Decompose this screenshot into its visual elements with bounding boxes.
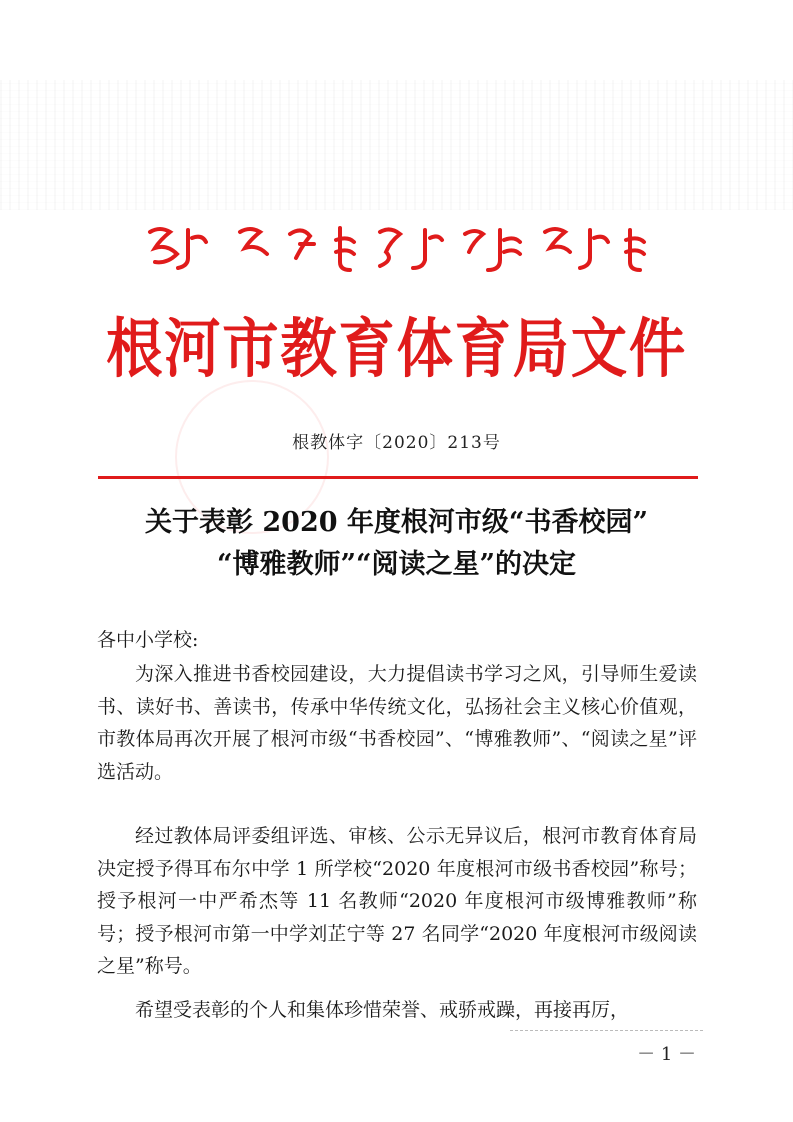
page-number: － 1 － xyxy=(637,1044,696,1065)
salutation: 各中小学校: xyxy=(97,629,199,651)
issuer-header-title: 根河市教育体育局文件 xyxy=(106,312,687,387)
document-number: 根教体字〔2020〕213号 xyxy=(292,433,501,453)
document-title-line-1: 关于表彰 2020 年度根河市级“书香校园” xyxy=(144,507,648,538)
body-paragraph-1: 为深入推进书香校园建设，大力提倡读书学习之风，引导师生爱读书、读好书、善读书，传承中华传统文化，弘扬社会主义核心价值观，市教体局再次开展了根河市级“书香校园”、“博雅教师”、“阅读之星”评选活动。 xyxy=(97,663,697,783)
mongolian-script-header xyxy=(140,222,660,274)
body-paragraph-2: 经过教体局评委组评选、审核、公示无异议后，根河市教育体育局决定授予得耳布尔中学 1 所学校“2020 年度根河市级书香校园”称号；授予根河一中严希杰等 11 名教师“2020 年度根河市级博雅教师”称号；授予根河市第一中学刘芷宁等 27 名同学“2020 年度根河市级阅读之星”称号。 xyxy=(97,825,697,977)
document-title-line-2: “博雅教师”“阅读之星”的决定 xyxy=(216,549,577,580)
body-paragraph-3: 希望受表彰的个人和集体珍惜荣誉、戒骄戒躁，再接再厉， xyxy=(135,999,630,1021)
red-divider-line xyxy=(98,476,698,479)
scan-noise xyxy=(0,80,793,210)
scan-artifact-line xyxy=(510,1030,703,1032)
